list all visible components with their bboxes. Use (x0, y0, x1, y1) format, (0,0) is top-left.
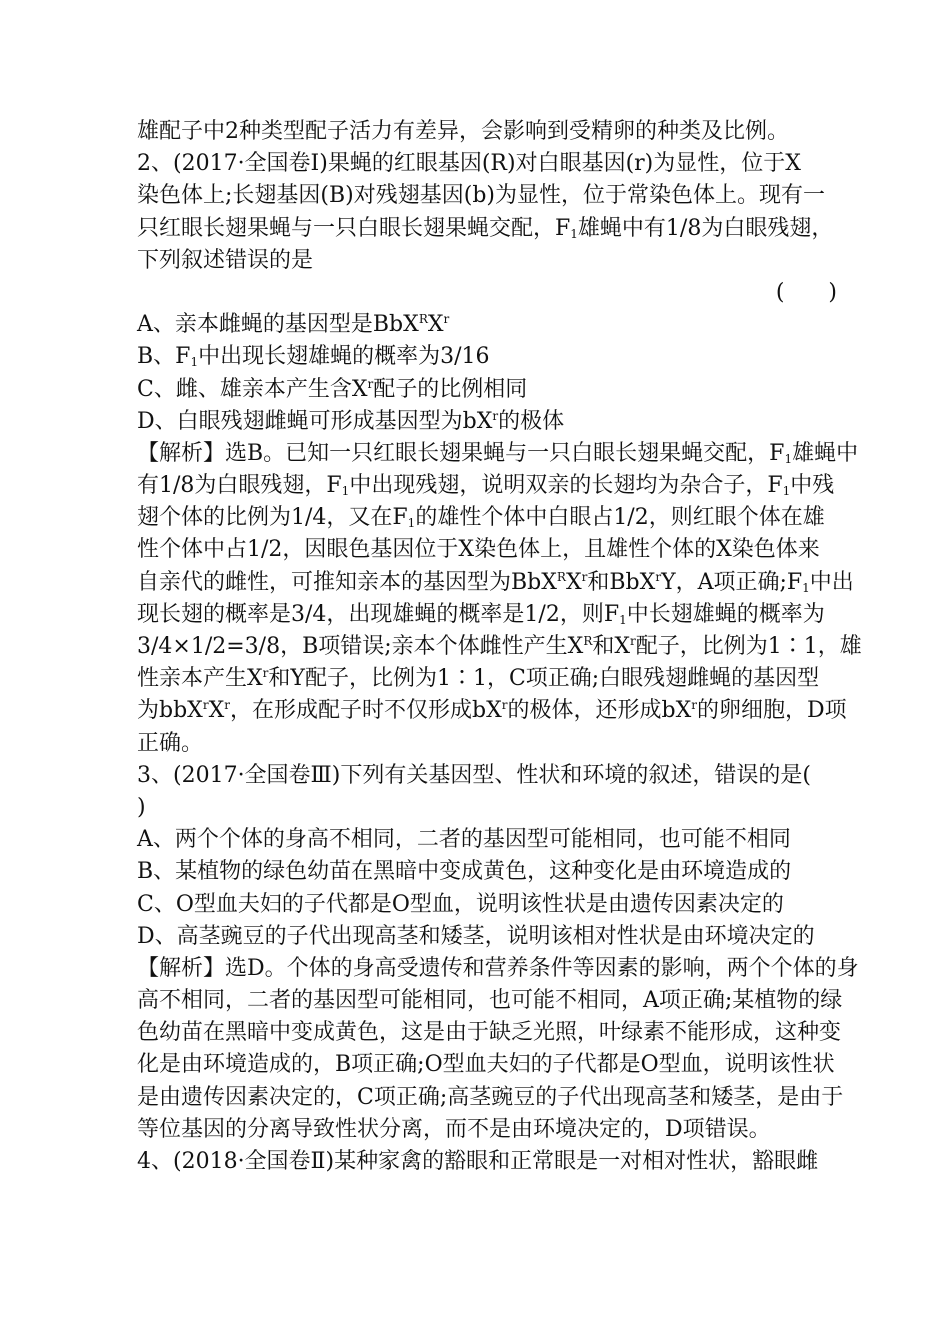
text-line (137, 148, 837, 180)
text-line (137, 760, 837, 792)
text-line (137, 470, 837, 502)
text-line (137, 180, 837, 212)
text-line (137, 953, 859, 985)
text-segment: 现长翅的概率是3/4，出现雄蝇的概率是1/2，则F (137, 601, 620, 627)
text-segment: r (655, 569, 662, 584)
text-segment: X (565, 569, 582, 595)
text-segment: 1 (570, 226, 578, 241)
text-segment: 3、(2017·全国卷Ⅲ)下列有关基因型、性状和环境的叙述，错误的是( (137, 762, 811, 788)
text-line (137, 245, 837, 277)
text-segment: r (691, 698, 698, 713)
text-segment: 高不相同，二者的基因型可能相同，也可能不相同，A项正确;某植物的绿 (137, 988, 843, 1014)
text-segment: 为bbX (137, 698, 203, 724)
text-segment: 配子，比例为1∶1，雄 (635, 634, 862, 659)
text-segment: 【解析】选D。个体的身高受遗传和营养条件等因素的影响，两个个体的身 (137, 955, 859, 981)
text-segment: R (583, 634, 593, 648)
text-segment: r (367, 376, 374, 391)
text-segment: r (581, 569, 588, 584)
text-line (137, 792, 837, 824)
text-segment: 1 (802, 580, 810, 595)
text-segment: 1 (341, 484, 350, 499)
text-segment: X (208, 698, 225, 724)
text-segment: ，在形成配子时不仅形成bX (230, 698, 502, 724)
text-segment: 正确。 (137, 730, 204, 756)
text-segment: 是由遗传因素决定的，C项正确;高茎豌豆的子代出现高茎和矮茎，是由于 (137, 1084, 844, 1110)
text-segment: 配子的比例相同 (373, 376, 528, 402)
text-segment: 2、(2017·全国卷Ⅰ)果蝇的红眼基因(R)对白眼基因(r)为显性，位于X (137, 151, 801, 177)
text-segment: r (501, 698, 508, 713)
text-segment: 1 (782, 484, 791, 499)
text-segment: r (492, 408, 499, 423)
text-segment: 雄蝇中 (792, 440, 859, 466)
text-segment: r (443, 312, 450, 327)
text-segment: 1 (190, 355, 199, 370)
text-segment: 色幼苗在黑暗中变成黄色，这是由于缺乏光照，叶绿素不能形成，这种变 (137, 1020, 842, 1046)
text-segment: 性个体中占1/2，因眼色基因位于X染色体上，且雄性个体的X染色体来 (137, 537, 820, 563)
text-segment: D、白眼残翅雌蝇可形成基因型为bX (137, 408, 493, 434)
text-segment: 中残 (790, 473, 835, 499)
text-line (137, 213, 837, 245)
text-line (137, 438, 859, 470)
text-segment: r (202, 698, 209, 713)
text-segment: 只红眼长翅果蝇与一只白眼长翅果蝇交配，F (137, 215, 571, 241)
text-segment: C、O型血夫妇的子代都是O型血，说明该性状是由遗传因素决定的 (137, 891, 784, 917)
text-line (137, 889, 837, 921)
text-segment: 1 (784, 451, 793, 466)
text-line (137, 921, 837, 953)
text-segment: 中长翅雄蝇的概率为 (626, 601, 825, 627)
text-segment: ( ) (775, 279, 837, 305)
text-segment: 1 (619, 612, 627, 627)
text-segment: 性亲本产生X (137, 666, 263, 692)
text-line (137, 1114, 837, 1146)
text-segment: r (630, 634, 636, 648)
text-segment: 1 (407, 516, 416, 531)
text-segment: 中出现残翅，说明双亲的长翅均为杂合子，F (349, 473, 783, 499)
text-segment: D、高茎豌豆的子代出现高茎和矮茎，说明该相对性状是由环境决定的 (137, 923, 815, 949)
text-line (137, 406, 837, 438)
text-segment: B、F (137, 344, 191, 370)
text-segment: 3/4×1/2=3/8，B项错误;亲本个体雌性产生X (137, 634, 584, 659)
text-segment: 的极体 (498, 408, 565, 434)
text-line (137, 824, 837, 856)
text-line (137, 728, 837, 760)
text-line (137, 1049, 837, 1081)
text-segment: r (224, 698, 231, 713)
text-line (137, 663, 837, 695)
text-segment: 中出 (809, 569, 854, 595)
text-segment: 下列叙述错误的是 (137, 247, 314, 273)
text-segment: 翅个体的比例为1/4，又在F (137, 505, 408, 531)
text-segment: 【解析】选B。已知一只红眼长翅果蝇与一只白眼长翅果蝇交配，F (137, 440, 785, 466)
text-segment: 等位基因的分离导致性状分离，而不是由环境决定的，D项错误。 (137, 1116, 771, 1142)
text-segment: A、亲本雌蝇的基因型是BbX (137, 312, 419, 338)
text-segment: R (556, 569, 566, 584)
text-segment: 雄蝇中有1/8为白眼残翅， (577, 215, 834, 241)
text-segment: 的雄性个体中白眼占1/2，则红眼个体在雄 (415, 505, 825, 531)
text-line (137, 599, 837, 631)
text-line (137, 502, 837, 534)
text-line (137, 985, 843, 1017)
document-body (137, 116, 862, 1178)
text-line (137, 1146, 837, 1178)
text-segment: 4、(2018·全国卷Ⅱ)某种家禽的豁眼和正常眼是一对相对性状，豁眼雌 (137, 1149, 819, 1174)
text-line (137, 534, 837, 566)
text-segment: 和X (592, 634, 631, 659)
text-segment: 自亲代的雌性，可推知亲本的基因型为BbX (137, 569, 557, 595)
text-segment: A、两个个体的身高不相同，二者的基因型可能相同，也可能不相同 (137, 827, 791, 853)
text-segment: X (427, 312, 444, 338)
text-line (137, 116, 837, 148)
text-line (137, 567, 854, 599)
text-segment: 染色体上;长翅基因(B)对残翅基因(b)为显性，位于常染色体上。现有一 (137, 183, 825, 209)
text-segment: B、某植物的绿色幼苗在黑暗中变成黄色，这种变化是由环境造成的 (137, 859, 792, 885)
text-segment: Y，A项正确;F (661, 569, 803, 595)
text-line (137, 631, 862, 663)
text-line (137, 1017, 842, 1049)
text-segment: ) (137, 794, 146, 820)
text-line (137, 341, 837, 373)
text-line (137, 695, 847, 727)
text-segment: 和BbX (587, 569, 656, 595)
text-segment: 中出现长翅雄蝇的概率为3/16 (198, 344, 490, 370)
text-line (137, 374, 837, 406)
text-segment: 的卵细胞，D项 (697, 698, 847, 724)
text-segment: 的极体，还形成bX (507, 698, 692, 724)
text-line (137, 856, 837, 888)
text-segment: 雄配子中2种类型配子活力有差异，会影响到受精卵的种类及比例。 (137, 119, 789, 144)
text-segment: R (418, 312, 428, 327)
text-segment: 和Y配子，比例为1∶1，C项正确;白眼残翅雌蝇的基因型 (268, 666, 820, 692)
text-segment: 有1/8为白眼残翅，F (137, 473, 342, 499)
text-line (137, 277, 837, 309)
text-segment: 化是由环境造成的，B项正确;O型血夫妇的子代都是O型血，说明该性状 (137, 1052, 835, 1078)
text-line (137, 309, 837, 341)
text-line (137, 1082, 844, 1114)
text-segment: r (262, 666, 269, 681)
text-segment: C、雌、雄亲本产生含X (137, 376, 368, 402)
